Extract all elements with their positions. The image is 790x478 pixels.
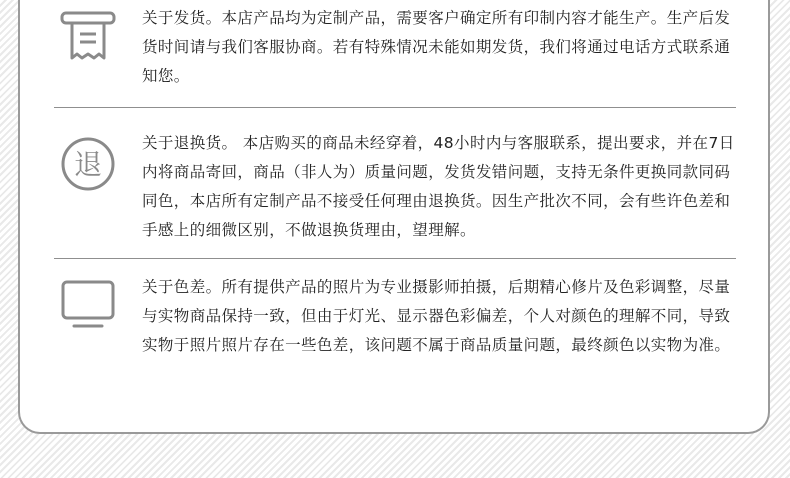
divider — [54, 107, 736, 108]
return-badge-icon — [60, 136, 116, 192]
divider — [54, 258, 736, 259]
color-difference-notice: 关于色差。所有提供产品的照片为专业摄影师拍摄，后期精心修片及色彩调整，尽量与实物商品保持一致，但由于灯光、显示器色彩偏差，个人对颜色的理解不同，导致实物于照片照片存在一些色差，该问题不属于商品质量问题，最终颜色以实物为准。 — [142, 278, 731, 354]
receipt-icon — [60, 10, 116, 62]
shipping-notice: 关于发货。本店产品均为定制产品，需要客户确定所有印制内容才能生产。生产后发货时间请与我们客服协商。若有特殊情况未能如期发货，我们将通过电话方式联系通知您。 — [142, 9, 731, 85]
monitor-icon — [60, 279, 116, 331]
returns-notice: 关于退换货。 本店购买的商品未经穿着，48小时内与客服联系，提出要求，并在7日内将商品寄回，商品（非人为）质量问题，发货发错问题，支持无条件更换同款同码同色，本店所有定制产品不接受任何理由退换货。因生产批次不同，会有些许色差和手感上的细微区别，不做退换货理由，望理解。 — [142, 134, 735, 239]
return-badge-label: 退 — [73, 148, 103, 181]
